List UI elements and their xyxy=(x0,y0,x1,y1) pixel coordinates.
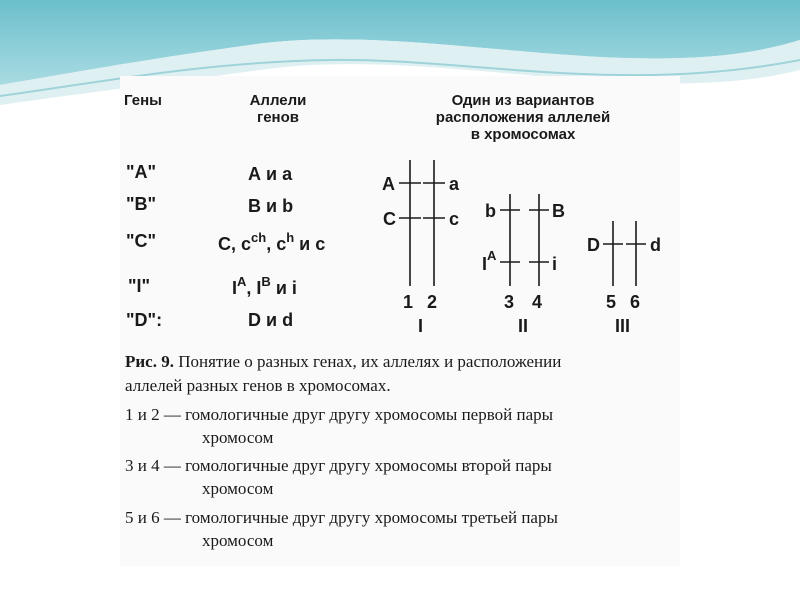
alleles-a: А и а xyxy=(248,164,293,184)
label-num-6: 6 xyxy=(630,292,641,312)
caption-note-2-cont: хромосом xyxy=(202,479,274,498)
caption-fig-label: Рис. 9. xyxy=(125,352,174,371)
gene-a: "A" xyxy=(126,162,157,182)
label-num-2: 2 xyxy=(427,292,438,312)
gene-d: "D": xyxy=(126,310,163,330)
alleles-c-sup2: h xyxy=(286,230,295,245)
label-roman-2: II xyxy=(518,316,529,336)
alleles-i-sup1: A xyxy=(237,274,247,289)
caption-note-2: 3 и 4 — гомологичные друг другу хромосомы второй пары xyxy=(125,456,552,475)
label-allele-C: C xyxy=(383,209,396,229)
alleles-c-part1: С, с xyxy=(218,234,252,254)
caption-note-3: 5 и 6 — гомологичные друг другу хромосомы третьей пары xyxy=(125,508,558,527)
caption-note-1: 1 и 2 — гомологичные друг другу хромосомы первой пары xyxy=(125,405,554,424)
label-allele-B: B xyxy=(552,201,565,221)
label-num-5: 5 xyxy=(606,292,617,312)
label-allele-IA-base: I xyxy=(482,254,488,274)
label-num-3: 3 xyxy=(504,292,515,312)
label-allele-IA xyxy=(482,248,497,274)
label-allele-A: A xyxy=(382,174,395,194)
chromosome-diagram xyxy=(120,76,680,356)
alleles-c-part2: , с xyxy=(266,234,287,254)
label-roman-1: I xyxy=(418,316,424,336)
alleles-b: В и b xyxy=(248,196,294,216)
gene-i: "I" xyxy=(128,276,151,296)
header-variant-line1: Один из вариантов xyxy=(451,92,595,109)
caption-line-1-text: Понятие о разных генах, их аллелях и расположении xyxy=(178,352,562,371)
header-variant-line3: в хромосомах xyxy=(470,126,576,143)
header-variant-line2: расположения аллелей xyxy=(435,109,611,126)
label-allele-i: i xyxy=(552,254,558,274)
label-roman-3: III xyxy=(615,316,631,336)
caption-note-1-cont: хромосом xyxy=(202,428,274,447)
header-alleles-line2: генов xyxy=(256,109,300,126)
label-allele-d: d xyxy=(650,235,661,255)
label-allele-IA-sup: A xyxy=(487,248,497,263)
label-allele-b: b xyxy=(485,201,496,221)
alleles-i-sup2: B xyxy=(261,274,271,289)
header-alleles-line1: Аллели xyxy=(249,92,307,109)
caption-line-2: аллелей разных генов в хромосомах. xyxy=(125,376,391,395)
alleles-c-part3: и с xyxy=(294,234,326,254)
header-genes: Гены xyxy=(124,92,162,109)
caption-note-3-cont: хромосом xyxy=(202,531,274,550)
label-num-1: 1 xyxy=(403,292,414,312)
label-allele-D: D xyxy=(587,235,600,255)
label-allele-a: a xyxy=(449,174,460,194)
gene-c: "C" xyxy=(126,231,157,251)
caption-line-1 xyxy=(125,352,561,372)
alleles-i-part1: I xyxy=(232,278,238,298)
label-allele-c: c xyxy=(449,209,460,229)
label-num-4: 4 xyxy=(532,292,543,312)
figure-panel xyxy=(120,76,680,566)
gene-b: "B" xyxy=(126,194,157,214)
alleles-i-part2: , I xyxy=(246,278,262,298)
alleles-d: D и d xyxy=(248,310,294,330)
alleles-i-part3: и i xyxy=(270,278,297,298)
alleles-c-sup1: ch xyxy=(251,230,267,245)
